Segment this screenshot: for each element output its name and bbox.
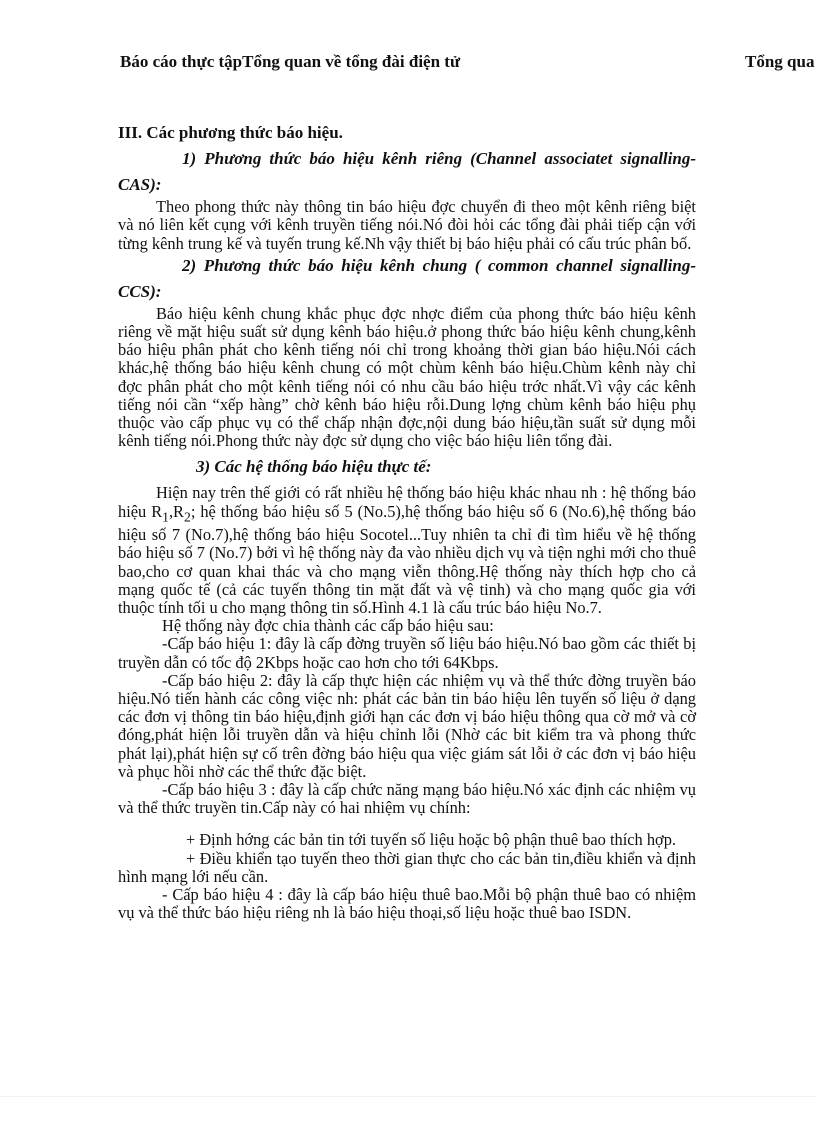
subsection-1-paragraph: Theo phong thức này thông tin báo hiệu đợc chuyển đi theo một kênh riêng biệt và nó liên kết cụng với kênh truyền tiếng nói.Nó đòi hỏi các tổng đài phải tiếp cận với từng kênh trung kế và tuyến trung kế.Nh vậy thiết bị báo hiệu phải có cấu trúc phân bố. bbox=[118, 197, 696, 253]
comma-r: ,R bbox=[168, 501, 184, 521]
subsection-2-paragraph: Báo hiệu kênh chung khắc phục đợc nhợc điểm của phong thức báo hiệu kênh riêng về mặt hiệu suất sử dụng kênh báo hiệu.ở phong thức báo hiệu kênh chung,kênh báo hiệu phân phát cho kênh tiếng nói chỉ trong khoảng thời gian báo hiệu.Nói cách khác,hệ thống báo hiệu kênh chung có một chùm kênh báo hiệu.Chùm kênh này chỉ đợc phân phát cho một kênh tiếng nói có nhu cầu báo hiệu trớc nhất.Vì vậy các kênh tiếng nói cần “xếp hàng” chờ kênh báo hiệu rỗi.Dung lợng chùm kênh báo hiệu phụ thuộc vào cấp phục vụ có thể chấp nhận đợc,nội dung báo hiệu,tần suất sử dụng mỗi kênh tiếng nói.Phong thức này đợc sử dụng cho việc báo hiệu liên tổng đài. bbox=[118, 303, 696, 451]
subsection-2-title: 2) Phương thức báo hiệu kênh chung ( common channel signalling-CCS): bbox=[118, 255, 696, 301]
document-body bbox=[118, 124, 696, 922]
task-2-paragraph: + Điều khiển tạo tuyến theo thời gian thực cho các bản tin,điều khiển và định hình mạng lới nếu cần. bbox=[118, 848, 696, 886]
paragraph-text-part-a: Hiện nay trên thế giới có rất nhiều hệ thống báo hiệu khác nhau nh : hệ thống báo hiệu R bbox=[118, 483, 696, 521]
task-1-paragraph: + Định hớng các bản tin tới tuyến số liệu hoặc bộ phận thuê bao thích hợp. bbox=[186, 830, 676, 850]
subscript-1: 1 bbox=[162, 508, 169, 524]
level-3-paragraph: -Cấp báo hiệu 3 : đây là cấp chức năng mạng báo hiệu.Nó xác định các nhiệm vụ và thể thức truyền tin.Cấp này có hai nhiệm vụ chính: bbox=[118, 779, 696, 818]
subsection-3-paragraph bbox=[118, 484, 696, 617]
subscript-2: 2 bbox=[183, 508, 191, 524]
levels-intro-paragraph: Hệ thống này đợc chia thành các cấp báo hiệu sau: bbox=[162, 616, 494, 636]
level-4-paragraph: - Cấp báo hiệu 4 : đây là cấp báo hiệu thuê bao.Mỗi bộ phận thuê bao có nhiệm vụ và thể thức báo hiệu riêng nh là báo hiệu thoại,số liệu hoặc thuê bao ISDN. bbox=[118, 884, 696, 923]
level-1-paragraph: -Cấp báo hiệu 1: đây là cấp đờng truyền số liệu báo hiệu.Nó bao gồm các thiết bị truyền dẫn có tốc độ 2Kbps hoặc cao hơn cho tới 64Kbps. bbox=[118, 634, 696, 672]
paragraph-text-part-b: ; hệ thống báo hiệu số 5 (No.5),hệ thống báo hiệu số 6 (No.6),hệ thống báo hiệu số 7 (No.7),hệ thống báo hiệu Socotel...Tuy nhiên ta chỉ đi tìm hiểu về hệ thống báo hiệu số 7 (No.7) bởi vì hệ thống này đa vào nhiều dịch vụ và tiện nghi mới cho thuê bao,cho cơ quan khai thác và cho mạng viễn thông.Hệ thống này thích hợp cho cả mạng quốc tế (cả các tuyến thông tin mặt đất và vệ tinh) và cho mạng quốc gia với thuộc tính tối u cho mạng thông tin số.Hình 4.1 là cấu trúc báo hiệu No.7. bbox=[118, 501, 696, 617]
section-title: III. Các phương thức báo hiệu. bbox=[118, 123, 343, 142]
subsection-3-title: 3) Các hệ thống báo hiệu thực tế: bbox=[196, 457, 432, 477]
level-2-paragraph: -Cấp báo hiệu 2: đây là cấp thực hiện các nhiệm vụ và thể thức đờng truyền báo hiệu.Nó tiến hành các công việc nh: phát các bản tin báo hiệu lên tuyến số liệu ở dạng các đơn vị thông tin báo hiệu,định giới hạn các đơn vị báo hiệu thông qua cờ mở và cờ đóng,phát hiện lỗi truyền dẫn và hiệu chỉnh lỗi (Nhờ các bit kiểm tra và phong thức phát lại),phát hiện sự cố trên đờng báo hiệu qua việc giám sát lỗi ở các đơn vị báo hiệu và phục hồi nhờ các thể thức đặc biệt. bbox=[118, 670, 696, 781]
header-running-title: Tổng qua bbox=[745, 52, 815, 71]
subsection-1-title: 1) Phương thức báo hiệu kênh riêng (Channel associatet signalling-CAS): bbox=[118, 149, 696, 195]
header-document-title: Báo cáo thực tậpTổng quan về tổng đài điện tử bbox=[120, 52, 461, 71]
spacer bbox=[118, 817, 696, 831]
page-footer-rule bbox=[0, 1096, 816, 1097]
